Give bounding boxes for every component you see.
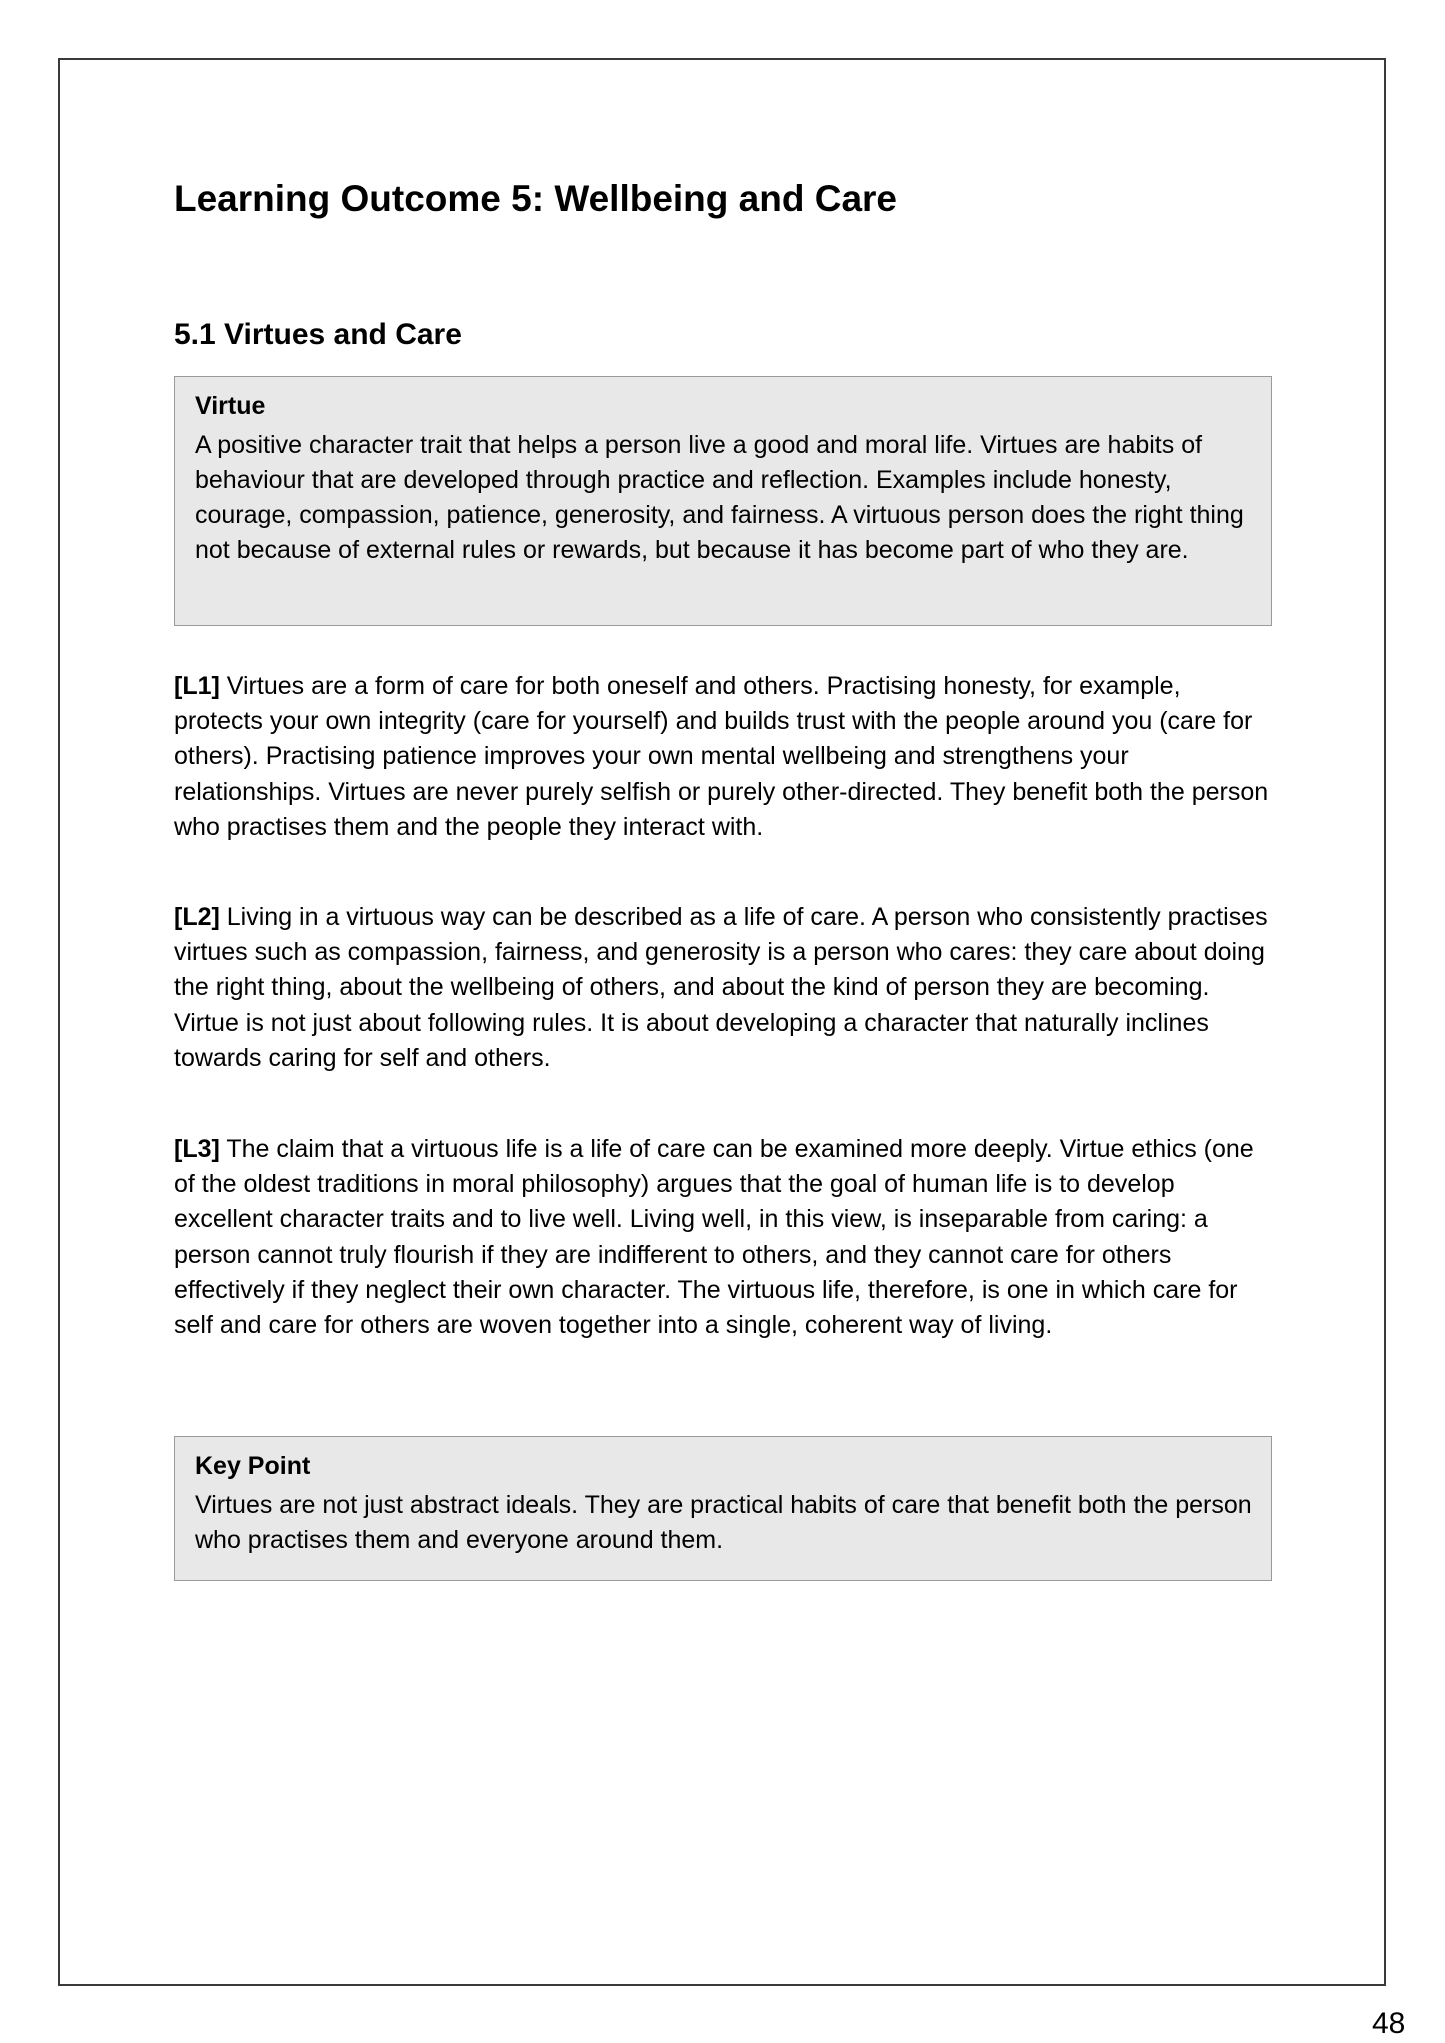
paragraph-l1 — [174, 669, 1274, 845]
key-point-text: Virtues are not just abstract ideals. They are practical habits of care that benefit both the person who practises them and everyone around them. — [195, 1491, 1252, 1554]
level-tag-l2: [L2] — [174, 903, 220, 931]
definition-box — [174, 376, 1272, 626]
page-title: Learning Outcome 5: Wellbeing and Care — [174, 178, 897, 219]
section-heading: 5.1 Virtues and Care — [174, 318, 462, 351]
level-tag-l1: [L1] — [174, 672, 220, 700]
paragraph-l2 — [174, 900, 1274, 1076]
paragraph-l3 — [174, 1132, 1274, 1343]
definition-text: A positive character trait that helps a person live a good and moral life. Virtues are habits of behaviour that are developed through practice and reflection. Examples include honesty, courage, compassion, patience, generosity, and fairness. A virtuous person does the right thing not because of external rules or rewards, but because it has become part of who they are. — [195, 431, 1244, 564]
paragraph-l1-text: Virtues are a form of care for both oneself and others. Practising honesty, for example, protects your own integrity (care for yourself) and builds trust with the people around you (care for others). Practising patience improves your own mental wellbeing and strengthens your relationships. Virtues are never purely selfish or purely other-directed. They benefit both the person who practises them and the people they interact with. — [174, 672, 1269, 841]
level-tag-l3: [L3] — [174, 1135, 220, 1163]
key-point-heading: Key Point — [195, 1452, 311, 1480]
definition-heading: Virtue — [195, 392, 266, 420]
key-point-box — [174, 1436, 1272, 1581]
paragraph-l3-text: The claim that a virtuous life is a life of care can be examined more deeply. Virtue ethics (one of the oldest traditions in moral philosophy) argues that the goal of human life is to develop excellent character traits and to live well. Living well, in this view, is inseparable from caring: a person cannot truly flourish if they are indifferent to others, and they cannot care for others effectively if they neglect their own character. The virtuous life, therefore, is one in which care for self and care for others are woven together into a single, coherent way of living. — [174, 1135, 1254, 1340]
paragraph-l2-text: Living in a virtuous way can be described as a life of care. A person who consistently practises virtues such as compassion, fairness, and generosity is a person who cares: they care about doing the right thing, about the wellbeing of others, and about the kind of person they are becoming. Virtue is not just about following rules. It is about developing a character that naturally inclines towards caring for self and others. — [174, 903, 1268, 1072]
page-number: 48 — [1372, 2007, 1406, 2040]
